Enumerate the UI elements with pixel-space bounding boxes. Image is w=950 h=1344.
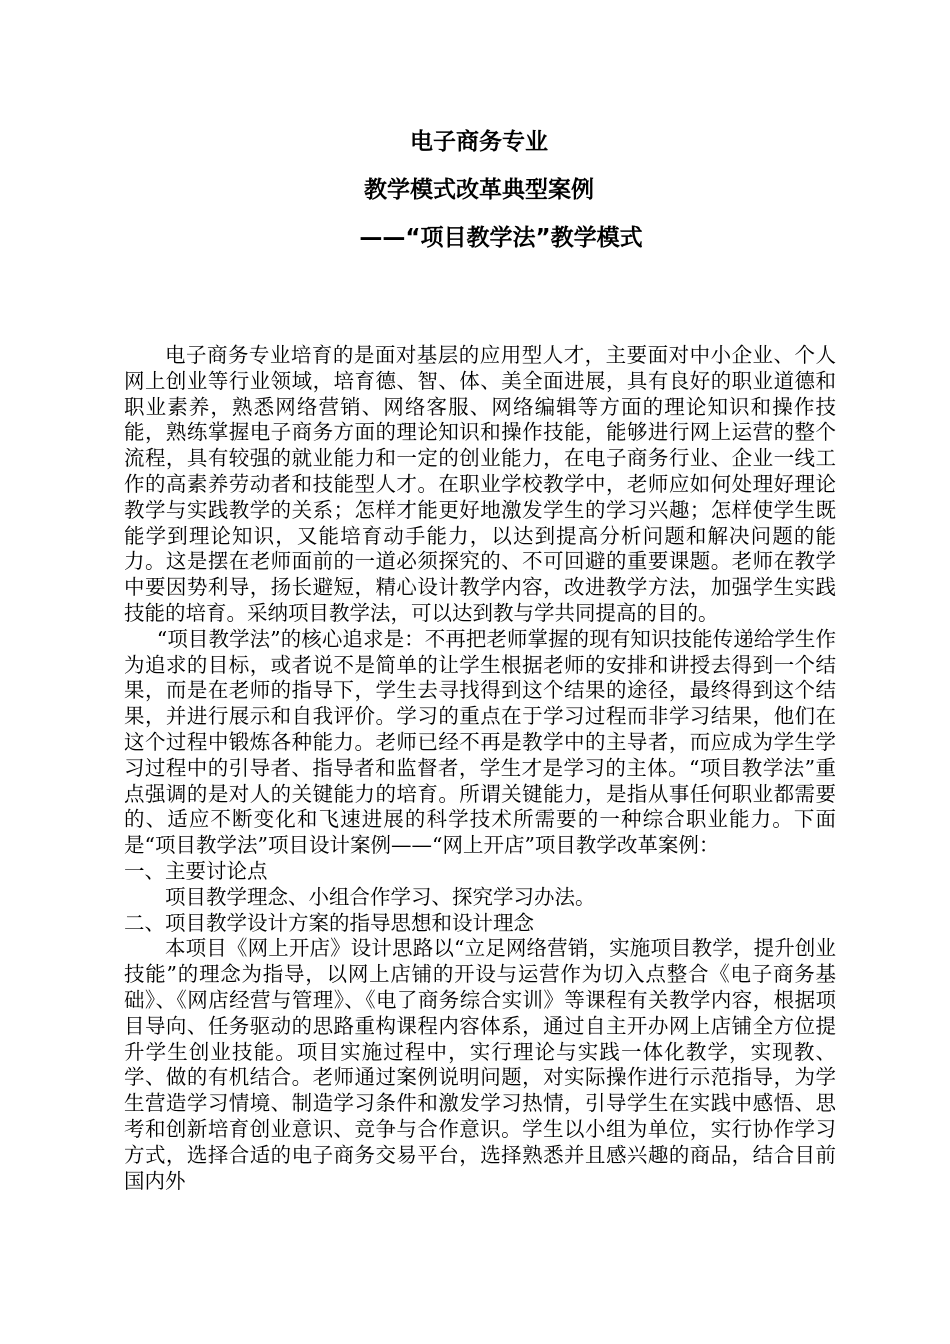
section-2-heading: 二、项目教学设计方案的指导思想和设计理念: [124, 910, 534, 935]
title-line-1: 电子商务专业: [410, 129, 548, 155]
section-1-heading: 一、主要讨论点: [124, 858, 268, 883]
paragraph-core-pursuit: “项目教学法”的核心追求是：不再把老师掌握的现有知识技能传递给学生作为追求的目标，或者说不是简单的让学生根据老师的安排和讲授去得到一个结果，而是在老师的指导下，学生去寻找得到这个结果的途径，最终得到这个结果，并进行展示和自我评价。学习的重点在于学习过程而非学习结果，他们在这个过程中锻炼各种能力。老师已经不再是教学中的主导者，而应成为学生学习过程中的引导者、指导者和监督者，学生才是学习的主体。“项目教学法”重点强调的是对人的关键能力的培育。所谓关键能力，是指从事任何职业都需要的、适应不断变化和飞速进展的科学技术所需要的一种综合职业能力。下面是“项目教学法”项目设计案例——“网上开店”项目教学改革案例：: [124, 626, 836, 858]
paragraph-intro: 电子商务专业培育的是面对基层的应用型人才，主要面对中小企业、个人网上创业等行业领域，培育德、智、体、美全面进展，具有良好的职业道德和职业素养，熟悉网络营销、网络客服、网络编辑等方面的理论知识和操作技能，熟练掌握电子商务方面的理论知识和操作技能，能够进行网上运营的整个流程，具有较强的就业能力和一定的创业能力，在电子商务行业、企业一线工作的高素养劳动者和技能型人才。在职业学校教学中，老师应如何处理好理论教学与实践教学的关系；怎样才能更好地激发学生的学习兴趣；怎样使学生既能学到理论知识，又能培育动手能力，以达到提高分析问题和解决问题的能力。这是摆在老师面前的一道必须探究的、不可回避的重要课题。老师在教学中要因势利导，扬长避短，精心设计教学内容，改进教学方法，加强学生实践技能的培育。采纳项目教学法，可以达到教与学共同提高的目的。: [124, 343, 836, 625]
title-line-2: 教学模式改革典型案例: [364, 177, 594, 203]
body-text: [124, 343, 836, 1194]
title-line-3: ——“项目教学法”教学模式: [359, 225, 643, 251]
section-1-text: 项目教学理念、小组合作学习、探究学习办法。: [165, 884, 596, 909]
title-block: [0, 128, 950, 252]
section-2-text: 本项目《网上开店》设计思路以“立足网络营销，实施项目教学，提升创业技能”的理念为指导，以网上店铺的开设与运营作为切入点整合《电子商务基础》、《网店经营与管理》、《电了商务综合实训》等课程有关教学内容，根据项目导向、任务驱动的思路重构课程内容体系，通过自主开办网上店铺全方位提升学生创业技能。项目实施过程中，实行理论与实践一体化教学，实现教、学、做的有机结合。老师通过案例说明问题，对实际操作进行示范指导，为学生营造学习情境、制造学习条件和激发学习热情，引导学生在实践中感悟、思考和创新培育创业意识、竞争与合作意识。学生以小组为单位，实行协作学习方式，选择合适的电子商务交易平台，选择熟悉并且感兴趣的商品，结合目前国内外: [124, 936, 836, 1193]
